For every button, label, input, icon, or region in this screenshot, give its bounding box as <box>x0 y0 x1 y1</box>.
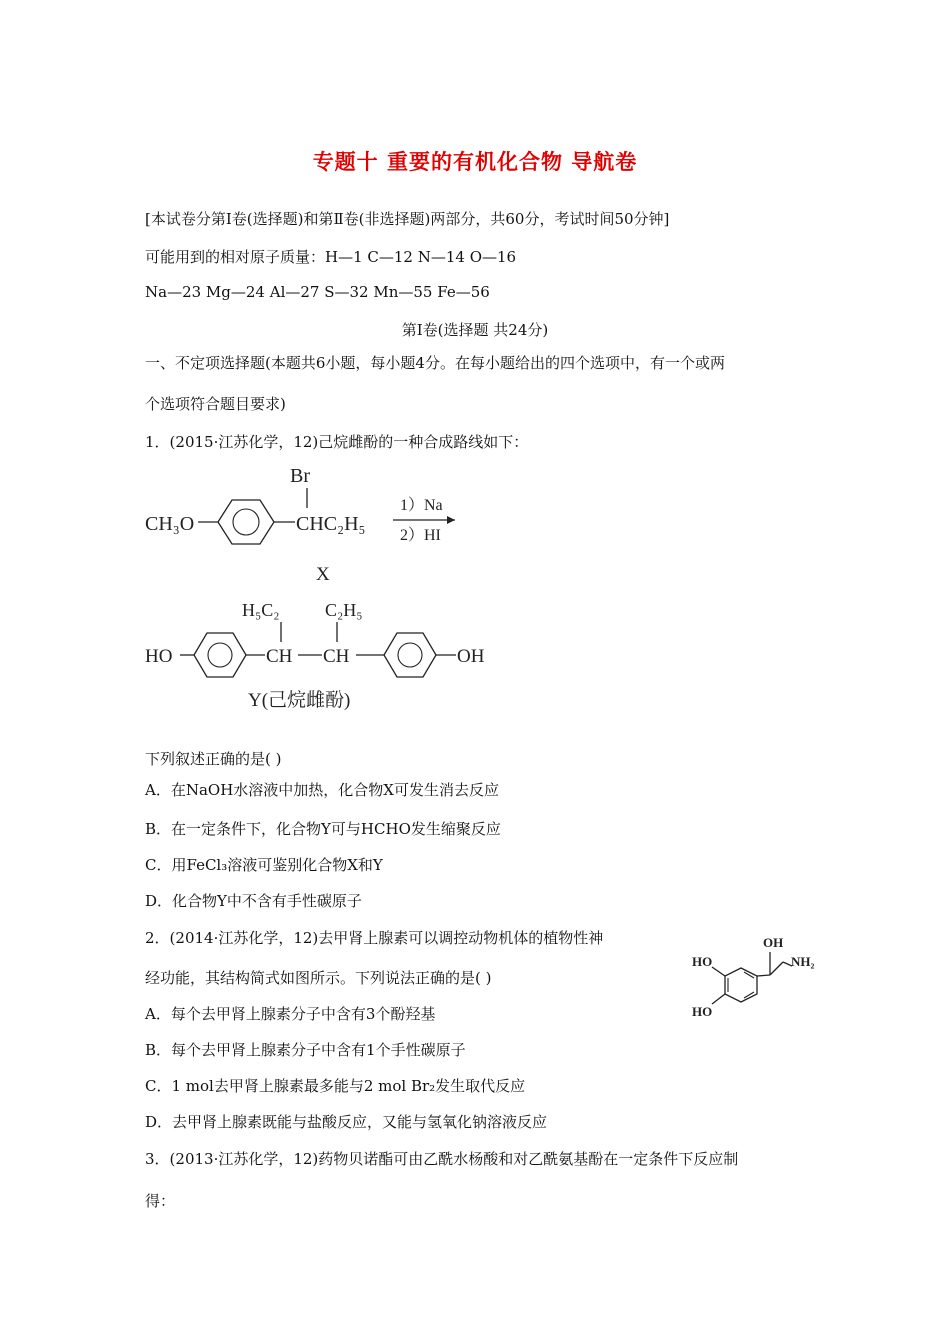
reagent-step-1: 1）Na <box>400 497 443 514</box>
double-bond-2 <box>744 992 754 998</box>
question-2-stem-1: 2．(2014·江苏化学，12)去甲肾上腺素可以调控动物机体的植物性神 <box>145 929 604 947</box>
aromatic-circle-x <box>233 509 259 535</box>
q1-option-b: B．在一定条件下，化合物Y可与HCHO发生缩聚反应 <box>145 820 501 838</box>
question-3-stem-2: 得： <box>145 1192 176 1210</box>
hydroxyl-left: HO <box>145 646 173 667</box>
q2-option-d: D．去甲肾上腺素既能与盐酸反应，又能与氢氧化钠溶液反应 <box>145 1113 548 1131</box>
ethyl-group-right: C₂H₅ <box>325 600 363 620</box>
benzene-ring-y-right <box>384 633 436 677</box>
question-3-stem-1: 3．(2013·江苏化学，12)药物贝诺酯可由乙酰水杨酸和对乙酰氨基酚在一定条件下反应制 <box>145 1150 739 1168</box>
q1-option-c: C．用FeCl₃溶液可鉴别化合物X和Y <box>145 856 383 874</box>
section-heading: 第Ⅰ卷(选择题 共24分) <box>401 321 549 339</box>
exam-note: [本试卷分第Ⅰ卷(选择题)和第Ⅱ卷(非选择题)两部分，共60分，考试时间50分钟] <box>145 210 670 228</box>
q1-option-a: A．在NaOH水溶液中加热，化合物X可发生消去反应 <box>145 781 499 799</box>
question-1-prompt: 下列叙述正确的是( ) <box>145 750 282 768</box>
catechol-ring <box>725 968 757 1002</box>
question-1-stem: 1．(2015·江苏化学，12)己烷雌酚的一种合成路线如下： <box>145 433 529 451</box>
benzene-ring-x <box>218 500 274 544</box>
methine-left: CH <box>266 646 293 667</box>
reagent-step-2: 2）HI <box>400 527 441 544</box>
q2-option-c: C．1 mol去甲肾上腺素最多能与2 mol Br₂发生取代反应 <box>145 1077 526 1095</box>
phenol-hydroxyl-1: HO <box>692 954 713 969</box>
double-bond-1 <box>744 972 754 978</box>
c-c-bond <box>770 962 783 975</box>
phenol-hydroxyl-2: HO <box>692 1004 713 1019</box>
question-2-stem-2: 经功能，其结构简式如图所示。下列说法正确的是( ) <box>145 969 492 987</box>
aromatic-circle-y-left <box>208 643 232 667</box>
methoxy-label: CH₃O <box>145 513 195 535</box>
ring-side-chain-bond <box>757 975 770 976</box>
methine-right: CH <box>323 646 350 667</box>
atomic-mass-line-2: Na—23 Mg—24 Al—27 S—32 Mn—55 Fe—56 <box>145 283 490 301</box>
compound-y-label: Y(己烷雌酚) <box>248 690 351 711</box>
benzene-ring-y-left <box>194 633 246 677</box>
part-one-instructions-1: 一、不定项选择题(本题共6小题，每小题4分。在每小题给出的四个选项中，有一个或两 <box>145 354 725 372</box>
part-one-instructions-2: 个选项符合题目要求) <box>145 395 286 413</box>
hydroxyl-right: OH <box>457 646 485 667</box>
ethyl-chain-label: CHC₂H₅ <box>296 513 366 535</box>
atomic-mass-line-1: 可能用到的相对原子质量：H—1 C—12 N—14 O—16 <box>145 248 517 266</box>
bromine-label: Br <box>290 465 310 487</box>
ring-oh-bond-upper <box>712 967 725 976</box>
aromatic-circle-y-right <box>398 643 422 667</box>
page-title: 专题十 重要的有机化合物 导航卷 <box>312 150 638 174</box>
compound-x-label: X <box>316 564 330 585</box>
amino-group: NH₂ <box>791 954 815 969</box>
q1-option-d: D．化合物Y中不含有手性碳原子 <box>145 892 362 910</box>
arrow-head-icon <box>447 516 455 524</box>
q2-option-b: B．每个去甲肾上腺素分子中含有1个手性碳原子 <box>145 1041 466 1059</box>
ring-oh-bond-lower <box>712 994 725 1004</box>
ethyl-group-left: H₅C₂ <box>242 600 280 620</box>
side-chain-hydroxyl: OH <box>763 935 784 950</box>
q2-option-a: A．每个去甲肾上腺素分子中含有3个酚羟基 <box>145 1005 436 1023</box>
